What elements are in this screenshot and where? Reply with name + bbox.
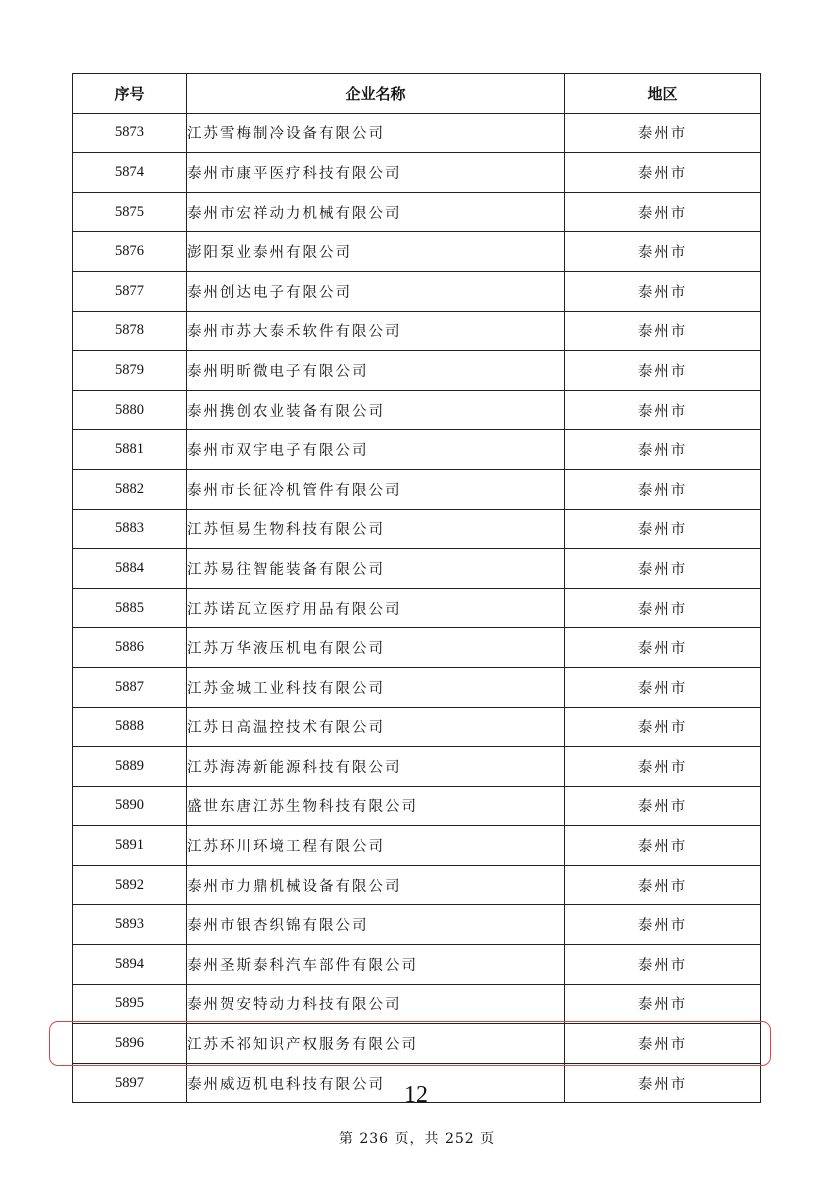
table-row bbox=[73, 826, 761, 866]
company-name-cell: 泰州市康平医疗科技有限公司 bbox=[187, 153, 565, 193]
page-footer: 第 236 页，共 252 页 bbox=[338, 1131, 496, 1147]
serial-cell: 5890 bbox=[73, 786, 187, 826]
table-row bbox=[73, 786, 761, 826]
region-cell: 泰州市 bbox=[565, 628, 761, 668]
table-body bbox=[73, 113, 761, 1103]
serial-cell: 5877 bbox=[73, 271, 187, 311]
region-cell: 泰州市 bbox=[565, 905, 761, 945]
region-cell: 泰州市 bbox=[565, 588, 761, 628]
region-cell: 泰州市 bbox=[565, 232, 761, 272]
serial-cell: 5888 bbox=[73, 707, 187, 747]
region-cell: 泰州市 bbox=[565, 430, 761, 470]
serial-cell: 5892 bbox=[73, 865, 187, 905]
region-cell: 泰州市 bbox=[565, 945, 761, 985]
serial-cell: 5884 bbox=[73, 549, 187, 589]
company-name-cell: 泰州创达电子有限公司 bbox=[187, 271, 565, 311]
table-row bbox=[73, 747, 761, 787]
table-row bbox=[73, 984, 761, 1024]
company-name-cell: 泰州市力鼎机械设备有限公司 bbox=[187, 865, 565, 905]
enterprise-table bbox=[72, 73, 761, 1103]
serial-cell: 5879 bbox=[73, 351, 187, 391]
region-cell: 泰州市 bbox=[565, 351, 761, 391]
table-row bbox=[73, 311, 761, 351]
region-cell: 泰州市 bbox=[565, 1063, 761, 1103]
table-row bbox=[73, 865, 761, 905]
table-row bbox=[73, 549, 761, 589]
serial-cell: 5882 bbox=[73, 469, 187, 509]
table-row bbox=[73, 351, 761, 391]
overlay-number: 12 bbox=[404, 1082, 428, 1108]
region-cell: 泰州市 bbox=[565, 786, 761, 826]
region-cell: 泰州市 bbox=[565, 311, 761, 351]
serial-cell: 5874 bbox=[73, 153, 187, 193]
table-row bbox=[73, 945, 761, 985]
table-row bbox=[73, 1024, 761, 1064]
serial-cell: 5881 bbox=[73, 430, 187, 470]
serial-cell: 5893 bbox=[73, 905, 187, 945]
serial-cell: 5896 bbox=[73, 1024, 187, 1064]
serial-cell: 5889 bbox=[73, 747, 187, 787]
region-cell: 泰州市 bbox=[565, 984, 761, 1024]
company-name-cell: 泰州携创农业装备有限公司 bbox=[187, 390, 565, 430]
company-name-cell: 江苏易往智能装备有限公司 bbox=[187, 549, 565, 589]
company-name-cell: 江苏恒易生物科技有限公司 bbox=[187, 509, 565, 549]
table-row bbox=[73, 232, 761, 272]
serial-cell: 5897 bbox=[73, 1063, 187, 1103]
company-name-cell: 泰州市长征冷机管件有限公司 bbox=[187, 469, 565, 509]
company-name-cell: 盛世东唐江苏生物科技有限公司 bbox=[187, 786, 565, 826]
region-cell: 泰州市 bbox=[565, 469, 761, 509]
region-cell: 泰州市 bbox=[565, 390, 761, 430]
serial-cell: 5878 bbox=[73, 311, 187, 351]
company-name-cell: 江苏海涛新能源科技有限公司 bbox=[187, 747, 565, 787]
company-name-cell: 江苏日高温控技术有限公司 bbox=[187, 707, 565, 747]
table-row bbox=[73, 469, 761, 509]
header-serial: 序号 bbox=[73, 74, 187, 114]
company-name-cell: 泰州贺安特动力科技有限公司 bbox=[187, 984, 565, 1024]
serial-cell: 5894 bbox=[73, 945, 187, 985]
region-cell: 泰州市 bbox=[565, 509, 761, 549]
table-row bbox=[73, 905, 761, 945]
company-name-cell: 泰州圣斯泰科汽车部件有限公司 bbox=[187, 945, 565, 985]
table-header-row bbox=[73, 74, 761, 114]
company-name-cell: 泰州市苏大泰禾软件有限公司 bbox=[187, 311, 565, 351]
table-row bbox=[73, 113, 761, 153]
table-row bbox=[73, 628, 761, 668]
company-name-cell: 江苏环川环境工程有限公司 bbox=[187, 826, 565, 866]
region-cell: 泰州市 bbox=[565, 667, 761, 707]
table-row bbox=[73, 430, 761, 470]
region-cell: 泰州市 bbox=[565, 1024, 761, 1064]
serial-cell: 5886 bbox=[73, 628, 187, 668]
region-cell: 泰州市 bbox=[565, 707, 761, 747]
serial-cell: 5895 bbox=[73, 984, 187, 1024]
company-name-cell: 泰州市双宇电子有限公司 bbox=[187, 430, 565, 470]
table-row bbox=[73, 390, 761, 430]
company-name-cell: 江苏雪梅制冷设备有限公司 bbox=[187, 113, 565, 153]
region-cell: 泰州市 bbox=[565, 153, 761, 193]
header-region: 地区 bbox=[565, 74, 761, 114]
company-name-cell: 江苏金城工业科技有限公司 bbox=[187, 667, 565, 707]
table-row bbox=[73, 509, 761, 549]
region-cell: 泰州市 bbox=[565, 113, 761, 153]
company-name-cell: 泰州威迈机电科技有限公司 bbox=[187, 1063, 565, 1103]
table-row bbox=[73, 667, 761, 707]
serial-cell: 5876 bbox=[73, 232, 187, 272]
company-name-cell: 泰州市银杏织锦有限公司 bbox=[187, 905, 565, 945]
header-company-name: 企业名称 bbox=[187, 74, 565, 114]
company-name-cell: 澎阳泵业泰州有限公司 bbox=[187, 232, 565, 272]
serial-cell: 5883 bbox=[73, 509, 187, 549]
serial-cell: 5887 bbox=[73, 667, 187, 707]
serial-cell: 5875 bbox=[73, 192, 187, 232]
region-cell: 泰州市 bbox=[565, 826, 761, 866]
region-cell: 泰州市 bbox=[565, 271, 761, 311]
company-name-cell: 泰州明昕微电子有限公司 bbox=[187, 351, 565, 391]
company-name-cell: 江苏诺瓦立医疗用品有限公司 bbox=[187, 588, 565, 628]
company-name-cell: 江苏万华液压机电有限公司 bbox=[187, 628, 565, 668]
table-row bbox=[73, 271, 761, 311]
serial-cell: 5885 bbox=[73, 588, 187, 628]
region-cell: 泰州市 bbox=[565, 549, 761, 589]
company-name-cell: 江苏禾祁知识产权服务有限公司 bbox=[187, 1024, 565, 1064]
serial-cell: 5891 bbox=[73, 826, 187, 866]
table-row bbox=[73, 153, 761, 193]
region-cell: 泰州市 bbox=[565, 747, 761, 787]
serial-cell: 5880 bbox=[73, 390, 187, 430]
company-name-cell: 泰州市宏祥动力机械有限公司 bbox=[187, 192, 565, 232]
region-cell: 泰州市 bbox=[565, 192, 761, 232]
table-row bbox=[73, 588, 761, 628]
region-cell: 泰州市 bbox=[565, 865, 761, 905]
serial-cell: 5873 bbox=[73, 113, 187, 153]
table-row bbox=[73, 707, 761, 747]
table-row bbox=[73, 192, 761, 232]
